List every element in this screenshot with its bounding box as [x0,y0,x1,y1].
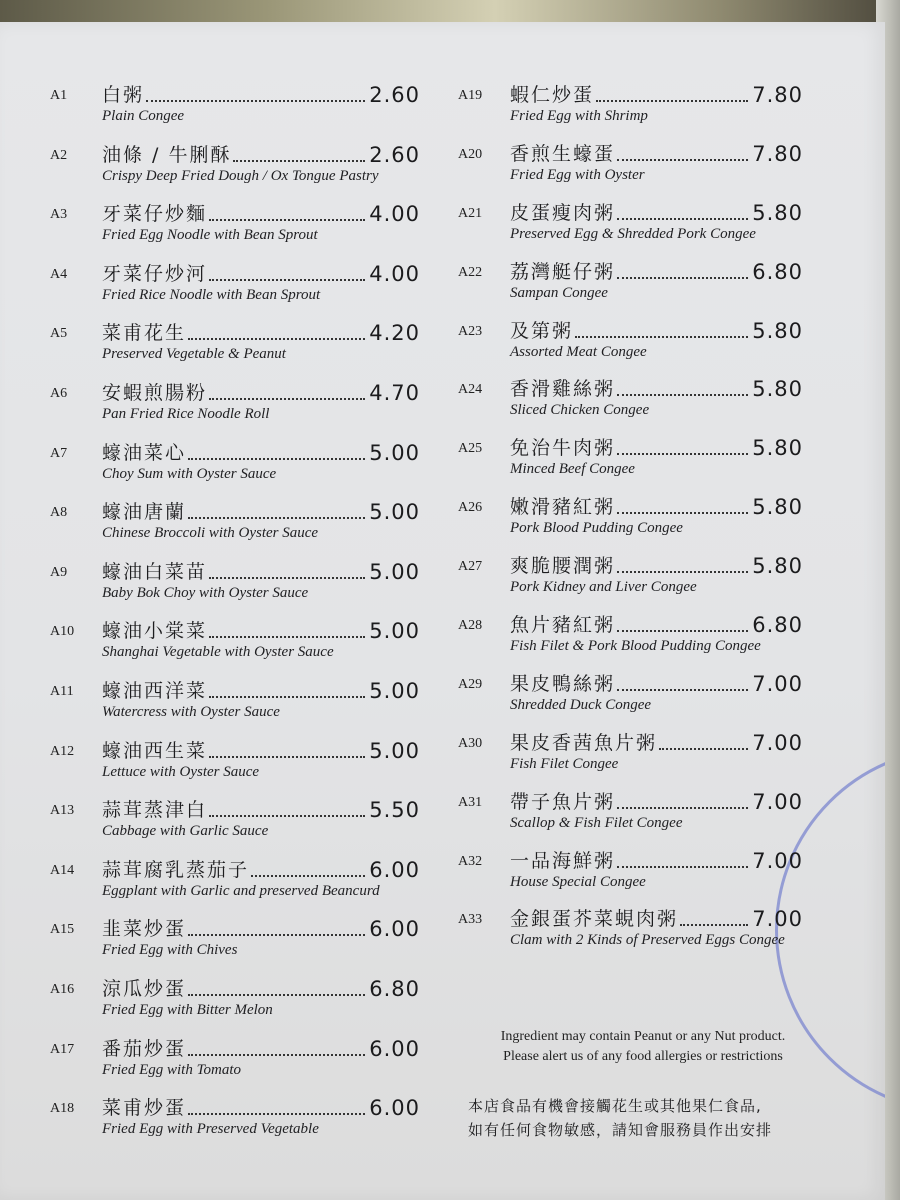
menu-item-line [102,1093,420,1120]
menu-column-left [50,76,420,1149]
dotted-leader [209,577,365,579]
menu-item-english-name: Eggplant with Garlic and preserved Beancurd [102,882,380,899]
allergy-notice-cn-line-2: 如有任何食物敏感，請知會服務員作出安排 [468,1121,773,1139]
menu-item-chinese-name: 爽脆腰潤粥 [510,555,616,578]
menu-item-chinese-name: 果皮香茜魚片粥 [510,731,658,754]
menu-item-chinese-name: 帶子魚片粥 [510,790,616,813]
menu-item-price: 7.00 [752,907,803,932]
menu-item-chinese-name: 蠔油菜心 [102,441,187,464]
menu-item-chinese-name: 蒜茸蒸津白 [102,799,208,822]
menu-item-price: 7.00 [752,671,803,696]
menu-item-english-name: Choy Sum with Oyster Sauce [102,465,277,482]
menu-item [458,606,803,665]
menu-item-line [102,795,420,822]
menu-item-line [510,610,803,637]
menu-item-code: A21 [458,205,483,221]
menu-item [50,314,420,374]
menu-item-line [102,438,420,465]
menu-item-chinese-name: 涼瓜炒蛋 [102,977,187,1000]
dotted-leader [209,636,365,638]
menu-item-chinese-name: 安蝦煎腸粉 [102,381,208,404]
menu-item-price: 5.50 [369,798,420,823]
menu-item-english-name: Cabbage with Garlic Sauce [102,823,269,840]
dotted-leader [188,458,365,460]
menu-item-line [102,1034,420,1061]
menu-item [458,135,803,194]
dotted-leader [617,394,748,396]
menu-item-price: 5.00 [369,500,420,525]
menu-item-code: A33 [458,912,483,928]
menu-item-english-name: Fish Filet & Pork Blood Pudding Congee [510,638,761,655]
menu-item-chinese-name: 蝦仁炒蛋 [510,84,595,106]
menu-item-line [510,139,803,166]
menu-item-chinese-name: 菜甫炒蛋 [102,1097,187,1120]
menu-item-code: A24 [458,382,483,398]
menu-item-price: 2.60 [369,83,420,107]
menu-item-code: A29 [458,676,483,692]
menu-item-english-name: Lettuce with Oyster Sauce [102,763,260,780]
menu-item [50,255,420,315]
menu-item-price: 7.80 [752,141,803,166]
menu-item-line [102,80,420,107]
menu-item-chinese-name: 免治牛肉粥 [510,437,616,460]
menu-item-code: A26 [458,500,483,516]
menu-item-line [102,974,420,1001]
dotted-leader [617,630,748,632]
menu-item [50,732,420,792]
menu-item [50,791,420,851]
menu-item-english-name: Pan Fried Rice Noodle Roll [102,405,270,422]
menu-item-chinese-name: 番茄炒蛋 [102,1037,187,1060]
menu-item-price: 7.80 [752,83,803,107]
menu-item [50,612,420,672]
dotted-leader [188,1054,365,1056]
menu-item [50,493,420,553]
menu-item-english-name: Sampan Congee [510,284,608,301]
menu-item-chinese-name: 蠔油唐蘭 [102,501,187,524]
menu-item-line [510,904,803,931]
dotted-leader [209,815,365,817]
dotted-leader [617,689,748,691]
menu-item-price: 5.00 [369,678,420,703]
menu-item-code: A8 [50,505,68,521]
menu-item [50,553,420,613]
menu-item-english-name: Fried Rice Noodle with Bean Sprout [102,286,321,303]
allergy-notice-line-1: Ingredient may contain Peanut or any Nut product. [500,1029,786,1044]
menu-item [50,851,420,911]
dotted-leader [617,453,748,455]
menu-item-line [102,497,420,524]
menu-item-price: 5.80 [752,377,803,402]
menu-item-code: A1 [50,88,68,103]
menu-item-english-name: Fried Egg Noodle with Bean Sprout [102,227,318,244]
menu-item-chinese-name: 香滑雞絲粥 [510,378,616,401]
menu-item-price: 6.00 [369,917,420,942]
menu-item-code: A13 [50,803,75,819]
menu-item-line [510,433,803,460]
menu-item-line [510,669,803,696]
menu-item-english-name: Preserved Vegetable & Peanut [102,346,286,363]
menu-item [458,194,803,253]
menu-item-code: A9 [50,564,68,580]
menu-item-price: 4.00 [369,261,420,286]
menu-item [50,76,420,136]
menu-item-english-name: Pork Blood Pudding Congee [510,520,683,537]
dotted-leader [209,398,365,400]
menu-item-chinese-name: 一品海鮮粥 [510,849,616,872]
menu-item-code: A6 [50,385,68,401]
menu-item-code: A32 [458,853,483,869]
menu-item-english-name: Plain Congee [102,108,185,124]
menu-item-code: A23 [458,323,483,339]
menu-item-line [510,846,803,873]
menu-item-price: 4.20 [369,321,420,346]
menu-item-code: A15 [50,922,75,938]
dotted-leader [209,756,365,758]
menu-item-price: 5.00 [369,559,420,584]
menu-item [50,910,420,970]
menu-page [0,22,885,1200]
menu-item-price: 6.00 [369,1096,420,1121]
menu-item-code: A10 [50,624,75,640]
menu-item-chinese-name: 牙菜仔炒麵 [102,203,208,226]
menu-item-price: 6.00 [369,1036,420,1061]
menu-item-price: 7.00 [752,848,803,873]
allergy-notice-chinese [468,1094,813,1142]
menu-item-code: A25 [458,441,483,457]
menu-item-line [102,616,420,643]
menu-item-english-name: Minced Beef Congee [510,461,635,478]
menu-item-english-name: Crispy Deep Fried Dough / Ox Tongue Pastry [102,167,379,184]
menu-item-code: A14 [50,862,75,878]
menu-item-chinese-name: 蠔油白菜苗 [102,560,208,583]
menu-item-english-name: Fried Egg with Preserved Vegetable [102,1121,319,1138]
menu-item-english-name: Scallop & Fish Filet Congee [510,814,683,831]
menu-item-code: A20 [458,146,483,162]
menu-item-chinese-name: 蒜茸腐乳蒸茄子 [102,858,250,881]
menu-item-price: 6.00 [369,857,420,882]
menu-item-line [102,140,420,167]
menu-item [458,842,803,901]
menu-item-code: A5 [50,326,68,342]
menu-item-code: A27 [458,559,483,575]
menu-item-english-name: House Special Congee [510,873,646,890]
menu-item-price: 5.80 [752,436,803,461]
menu-item-line [102,557,420,584]
menu-item-price: 5.00 [369,738,420,763]
menu-item-line [510,492,803,519]
menu-item-code: A3 [50,207,68,223]
menu-item-code: A12 [50,743,75,759]
dotted-leader [209,696,365,698]
menu-column-right [458,76,803,959]
menu-item-code: A28 [458,618,483,634]
menu-item-price: 4.00 [369,202,420,227]
menu-item [50,1089,420,1149]
menu-item-line [102,318,420,345]
allergy-notice-cn-line-1: 本店食品有機會接觸花生或其他果仁食品, [468,1097,762,1115]
menu-item-code: A7 [50,445,68,461]
menu-item-chinese-name: 及第粥 [510,319,574,342]
menu-item-english-name: Baby Bok Choy with Oyster Sauce [102,584,309,601]
menu-item-price: 5.80 [752,495,803,520]
dotted-leader [617,866,748,868]
menu-item-english-name: Fried Egg with Tomato [102,1061,242,1078]
menu-item-chinese-name: 油條 / 牛脷酥 [102,143,232,166]
menu-item-english-name: Fried Egg with Bitter Melon [102,1001,273,1018]
menu-item-chinese-name: 金銀蛋芥菜蜆肉粥 [510,908,679,931]
menu-item [458,665,803,724]
menu-item [50,1030,420,1090]
menu-item-chinese-name: 果皮鴨絲粥 [510,672,616,695]
menu-item-line [510,80,803,107]
menu-item-price: 5.00 [369,619,420,644]
menu-item-price: 6.80 [752,259,803,284]
menu-item-line [510,728,803,755]
menu-item-code: A30 [458,735,483,751]
menu-item-english-name: Fish Filet Congee [510,755,619,772]
menu-item-english-name: Shredded Duck Congee [510,696,652,713]
menu-item-price: 4.70 [369,380,420,405]
menu-item-price: 6.80 [369,976,420,1001]
menu-item-chinese-name: 皮蛋瘦肉粥 [510,201,616,224]
dotted-leader [617,807,748,809]
menu-item-price: 5.00 [369,440,420,465]
menu-item-chinese-name: 蠔油西生菜 [102,739,208,762]
menu-item-chinese-name: 韭菜炒蛋 [102,918,187,941]
dotted-leader [251,875,365,877]
menu-item-line [510,551,803,578]
menu-item-line [102,259,420,286]
menu-item-chinese-name: 白粥 [102,84,145,106]
menu-item-english-name: Preserved Egg & Shredded Pork Congee [510,225,756,242]
menu-item-price: 2.60 [369,142,420,167]
menu-item-chinese-name: 香煎生蠔蛋 [510,142,616,165]
menu-item [458,76,803,135]
menu-item [458,429,803,488]
menu-item-english-name: Pork Kidney and Liver Congee [510,579,697,596]
dotted-leader [188,994,365,996]
dotted-leader [146,100,365,102]
dotted-leader [617,218,748,220]
menu-item-line [102,199,420,226]
menu-item-code: A11 [50,683,74,699]
dotted-leader [617,512,748,514]
menu-item-english-name: Chinese Broccoli with Oyster Sauce [102,525,319,542]
dotted-leader [209,219,365,221]
dotted-leader [188,338,365,340]
dotted-leader [596,100,748,102]
menu-item-line [510,374,803,401]
dotted-leader [188,934,365,936]
dotted-leader [188,1113,365,1115]
menu-item-code: A4 [50,266,68,282]
menu-item-line [102,676,420,703]
menu-item-code: A19 [458,88,483,103]
menu-item [50,672,420,732]
menu-item-code: A22 [458,264,483,280]
dotted-leader [659,748,748,750]
menu-item-english-name: Fried Egg with Shrimp [510,108,648,124]
menu-item-line [510,316,803,343]
menu-item [50,374,420,434]
menu-item-code: A31 [458,794,483,810]
menu-item-chinese-name: 嫩滑豬紅粥 [510,496,616,519]
menu-item-english-name: Sliced Chicken Congee [510,402,650,419]
menu-item-line [102,855,420,882]
dotted-leader [680,924,748,926]
menu-item-chinese-name: 菜甫花生 [102,322,187,345]
menu-item-english-name: Shanghai Vegetable with Oyster Sauce [102,644,334,661]
menu-item [458,900,803,959]
menu-item-code: A18 [50,1101,75,1117]
menu-item-code: A17 [50,1041,75,1057]
menu-item-line [102,914,420,941]
menu-item [458,724,803,783]
menu-item [458,488,803,547]
menu-item-chinese-name: 荔灣艇仔粥 [510,260,616,283]
menu-item-code: A2 [50,147,68,163]
menu-item-price: 7.00 [752,730,803,755]
menu-item [50,136,420,196]
menu-item-line [102,736,420,763]
menu-item [458,312,803,371]
menu-item-price: 7.00 [752,789,803,814]
dotted-leader [617,277,748,279]
menu-item-english-name: Assorted Meat Congee [510,343,647,360]
menu-item-price: 5.80 [752,554,803,579]
menu-item-line [510,257,803,284]
menu-item-chinese-name: 蠔油小棠菜 [102,620,208,643]
menu-item [50,970,420,1030]
menu-item [50,434,420,494]
menu-item-line [510,198,803,225]
menu-item [50,195,420,255]
allergy-notice-line-2: Please alert us of any food allergies or restrictions [503,1049,783,1064]
menu-item-chinese-name: 牙菜仔炒河 [102,262,208,285]
menu-item-price: 5.80 [752,318,803,343]
menu-item-english-name: Fried Egg with Oyster [510,166,645,183]
menu-item-english-name: Watercress with Oyster Sauce [102,703,280,720]
dotted-leader [209,279,365,281]
menu-item [458,547,803,606]
dotted-leader [575,336,748,338]
dotted-leader [233,160,365,162]
menu-item-line [102,378,420,405]
menu-item [458,783,803,842]
menu-item [458,253,803,312]
dotted-leader [188,517,365,519]
menu-item-english-name: Fried Egg with Chives [102,942,238,959]
menu-item-english-name: Clam with 2 Kinds of Preserved Eggs Congee [510,932,785,949]
menu-item-line [510,787,803,814]
allergy-notice-english [478,1027,808,1067]
dotted-leader [617,159,748,161]
menu-item-price: 5.80 [752,200,803,225]
menu-item-chinese-name: 蠔油西洋菜 [102,679,208,702]
menu-item-price: 6.80 [752,613,803,638]
dotted-leader [617,571,748,573]
menu-item [458,370,803,429]
menu-item-chinese-name: 魚片豬紅粥 [510,614,616,637]
menu-item-code: A16 [50,981,75,997]
